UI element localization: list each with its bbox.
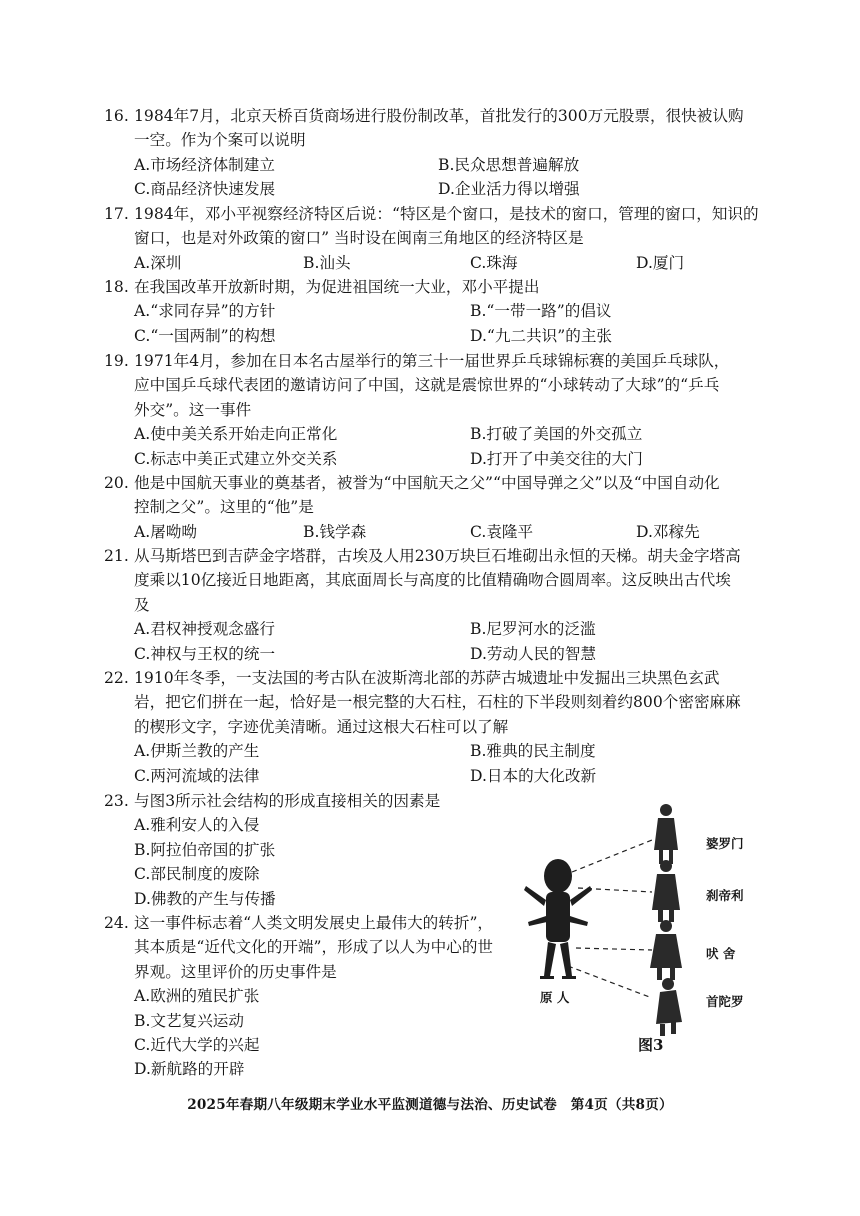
question-17	[104, 202, 764, 275]
option-d: D.日本的大化改新	[470, 766, 597, 785]
caste-label-brahmin: 婆罗门	[706, 836, 744, 851]
option-b: B.“一带一路”的倡议	[470, 302, 612, 321]
connector-line	[576, 948, 652, 950]
stem-line: 控制之父”。这里的“他”是	[134, 498, 314, 517]
question-number: 16.	[104, 107, 129, 125]
option-a: A.君权神授观念盛行	[134, 620, 275, 639]
option-b: B.打破了美国的外交孤立	[470, 425, 643, 444]
option-d: D.打开了中美交往的大门	[470, 449, 643, 468]
options-row	[104, 520, 764, 544]
option-d: D.“九二共识”的主张	[470, 326, 613, 345]
options-row	[104, 739, 764, 763]
stem-line: 度乘以10亿接近日地距离，其底面周长与高度的比值精确吻合圆周率。这反映出古代埃	[134, 571, 731, 590]
option-a: A.使中美关系开始走向正常化	[134, 425, 338, 444]
page-footer: 2025年春期八年级期末学业水平监测道德与法治、历史试卷 第4页（共8页）	[187, 1097, 673, 1113]
question-stem	[104, 104, 764, 153]
option-a: A.雅利安人的入侵	[134, 816, 260, 835]
caste-label-vaishya: 吠 舍	[706, 946, 736, 961]
option-a: A.欧洲的殖民扩张	[134, 987, 260, 1006]
options-row	[104, 617, 764, 641]
question-23	[104, 789, 524, 911]
brahmin-figure-icon	[654, 804, 678, 864]
options-row	[104, 324, 764, 348]
option-c: C.珠海	[470, 253, 518, 272]
question-stem	[104, 275, 764, 299]
option-c: C.近代大学的兴起	[134, 1036, 260, 1055]
origin-figure-icon	[524, 859, 592, 979]
option-c: C.两河流域的法律	[134, 766, 260, 785]
option-b: B.文艺复兴运动	[134, 1011, 244, 1030]
stem-line: 1984年7月，北京天桥百货商场进行股份制改革，首批发行的300万元股票，很快被认购	[134, 107, 744, 125]
question-number: 22.	[104, 669, 129, 687]
option-b: B.汕头	[303, 253, 351, 272]
connector-line	[568, 966, 652, 998]
option-b: B.民众思想普遍解放	[438, 155, 580, 174]
options-row	[104, 642, 764, 666]
question-number: 18.	[104, 278, 129, 296]
stem-line: 及	[134, 595, 150, 614]
options-row	[104, 153, 764, 177]
kshatriya-figure-icon	[652, 860, 680, 922]
question-22	[104, 666, 764, 788]
stem-line: 其本质是“近代文化的开端”，形成了以人为中心的世	[134, 938, 494, 957]
stem-line: 1971年4月，参加在日本名古屋举行的第三十一届世界乒乓球锦标赛的美国乒乓球队，	[134, 352, 730, 370]
option-d: D.佛教的产生与传播	[134, 889, 276, 908]
stem-line: 从马斯塔巴到吉萨金字塔群，古埃及人用230万块巨石堆砌出永恒的天梯。胡夫金字塔高	[134, 547, 741, 565]
stem-line: 这一事件标志着“人类文明发展史上最伟大的转折”，	[134, 914, 494, 932]
options-row	[104, 299, 764, 323]
stem-line: 他是中国航天事业的奠基者，被誉为“中国航天之父”“中国导弹之父”以及“中国自动化	[134, 474, 720, 492]
question-stem	[104, 471, 764, 520]
stem-line: 在我国改革开放新时期，为促进祖国统一大业，邓小平提出	[134, 278, 540, 296]
question-stem	[104, 349, 764, 422]
options-row	[104, 177, 764, 201]
option-d: D.劳动人民的智慧	[470, 644, 597, 663]
option-c: C.“一国两制”的构想	[134, 326, 276, 345]
option-b: B.钱学森	[303, 522, 367, 541]
caste-label-kshatriya: 刹帝利	[706, 888, 744, 903]
option-a: A.“求同存异”的方针	[134, 302, 276, 321]
question-stem	[104, 202, 764, 251]
caste-label-shudra: 首陀罗	[706, 994, 744, 1009]
options-row	[104, 422, 764, 446]
option-b: B.阿拉伯帝国的扩张	[134, 840, 276, 859]
option-a: A.深圳	[134, 253, 182, 272]
stem-line: 与图3所示社会结构的形成直接相关的因素是	[134, 792, 441, 810]
option-a: A.屠呦呦	[134, 522, 197, 541]
options-row	[104, 764, 764, 788]
option-d: D.厦门	[636, 253, 685, 272]
stem-line: 应中国乒乓球代表团的邀请访问了中国，这就是震惊世界的“小球转动了大球”的“乒乓	[134, 376, 720, 395]
question-number: 24.	[104, 914, 129, 932]
question-stem	[104, 544, 764, 617]
stem-line: 窗口，也是对外政策的窗口” 当时设在闽南三角地区的经济特区是	[134, 229, 584, 248]
question-20	[104, 471, 764, 544]
option-c: C.部民制度的废除	[134, 865, 260, 884]
question-21	[104, 544, 764, 666]
shudra-figure-icon	[656, 978, 682, 1036]
question-19	[104, 349, 764, 471]
question-number: 17.	[104, 205, 129, 223]
option-c: C.神权与王权的统一	[134, 644, 276, 663]
option-d: D.邓稼先	[636, 522, 700, 541]
option-d: D.新航路的开辟	[134, 1060, 245, 1079]
question-number: 21.	[104, 547, 129, 565]
question-number: 20.	[104, 474, 129, 492]
figure-caption: 图3	[638, 1036, 664, 1054]
option-c: C.标志中美正式建立外交关系	[134, 449, 338, 468]
stem-line: 岩，把它们拼在一起，恰好是一根完整的大石柱，石柱的下半段则刻着约800个密密麻麻	[134, 693, 741, 712]
stem-line: 界观。这里评价的历史事件是	[134, 962, 337, 981]
question-16	[104, 104, 764, 202]
stem-line: 1910年冬季，一支法国的考古队在波斯湾北部的苏萨古城遗址中发掘出三块黑色玄武	[134, 669, 720, 687]
figure-3-caste-diagram	[516, 800, 766, 1060]
stem-line: 的楔形文字，字迹优美清晰。通过这根大石柱可以了解	[134, 717, 509, 736]
option-a: A.市场经济体制建立	[134, 155, 275, 174]
question-number: 23.	[104, 792, 129, 810]
connector-line	[572, 840, 652, 872]
stem-line: 一空。作为个案可以说明	[134, 131, 306, 150]
options-row	[104, 447, 764, 471]
question-18	[104, 275, 764, 348]
option-c: C.袁隆平	[470, 522, 534, 541]
stem-line: 外交”。这一事件	[134, 400, 252, 419]
origin-figure-label: 原 人	[540, 990, 570, 1005]
option-a: A.伊斯兰教的产生	[134, 742, 260, 761]
options-row	[104, 251, 764, 275]
option-d: D.企业活力得以增强	[438, 180, 580, 199]
option-b: B.雅典的民主制度	[470, 742, 596, 761]
question-number: 19.	[104, 352, 129, 370]
question-stem	[104, 789, 524, 813]
stem-line: 1984年，邓小平视察经济特区后说：“特区是个窗口，是技术的窗口，管理的窗口，知识的	[134, 205, 759, 223]
option-c: C.商品经济快速发展	[134, 180, 276, 199]
question-stem	[104, 911, 524, 984]
vaishya-figure-icon	[650, 920, 682, 980]
option-b: B.尼罗河水的泛滥	[470, 620, 596, 639]
question-24	[104, 911, 524, 1082]
question-stem	[104, 666, 764, 739]
